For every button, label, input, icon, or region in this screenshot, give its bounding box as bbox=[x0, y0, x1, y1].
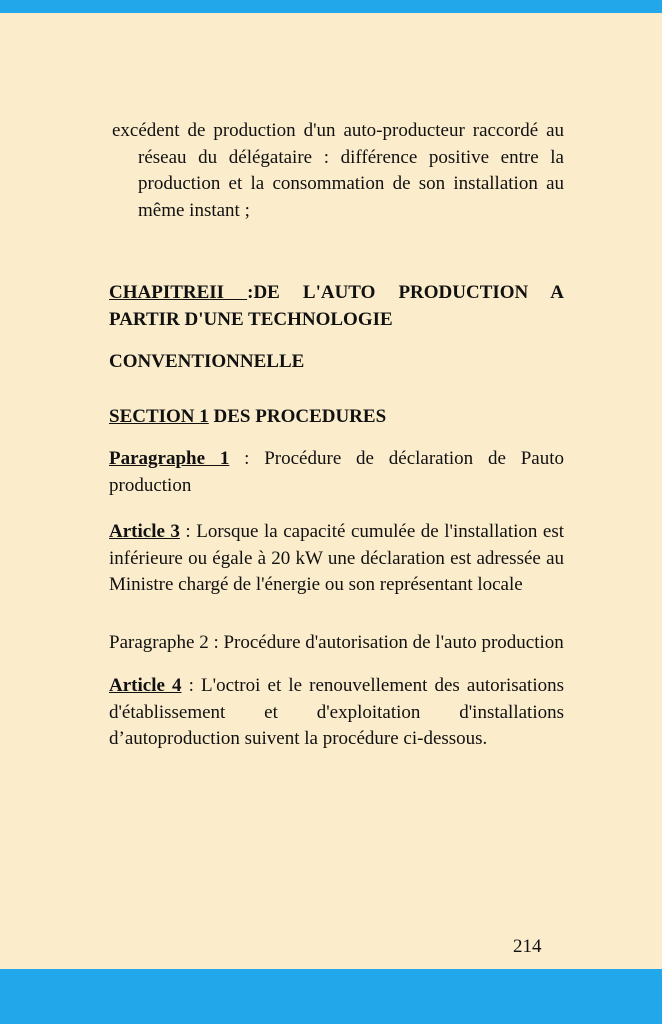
definition-text: excédent de production d'un auto-producteur raccordé au réseau du délégataire : différence positive entre la production et la consommation de son installation au même instant ; bbox=[112, 120, 564, 221]
article-4-text: : L'octroi et le renouvellement des autorisations d'établissement et d'exploitation d'installations d’autoproduction suivent la procédure ci-dessous. bbox=[109, 675, 564, 749]
top-bar bbox=[0, 0, 662, 13]
bottom-bar bbox=[0, 969, 662, 1024]
paragraph-1 bbox=[109, 446, 564, 499]
article-4 bbox=[109, 673, 564, 753]
article-4-label: Article 4 bbox=[109, 675, 182, 696]
chapter-title: :DE L'AUTO PRODUCTION A PARTIR D'UNE TECHNOLOGIE bbox=[109, 282, 564, 330]
paragraph-1-text: : Procédure de déclaration de Pauto production bbox=[109, 448, 564, 496]
article-3 bbox=[109, 519, 564, 599]
chapter-label: CHAPITREII bbox=[109, 282, 248, 303]
article-3-label: Article 3 bbox=[109, 521, 180, 542]
chapter-heading bbox=[109, 280, 564, 333]
section-label: SECTION 1 bbox=[109, 405, 209, 427]
chapter-title-continuation: CONVENTIONNELLE bbox=[109, 351, 305, 372]
paragraph-1-label: Paragraphe 1 bbox=[109, 448, 230, 469]
article-3-text: : Lorsque la capacité cumulée de l'installation est inférieure ou égale à 20 kW une déclaration est adressée au Ministre chargé de l'énergie ou son représentant locale bbox=[109, 521, 564, 595]
section-heading bbox=[109, 404, 564, 431]
section-title: DES PROCEDURES bbox=[208, 405, 387, 427]
page-number: 214 bbox=[513, 936, 542, 957]
paragraph-2: Paragraphe 2 : Procédure d'autorisation de l'auto production bbox=[109, 631, 564, 653]
page-content bbox=[109, 118, 564, 753]
